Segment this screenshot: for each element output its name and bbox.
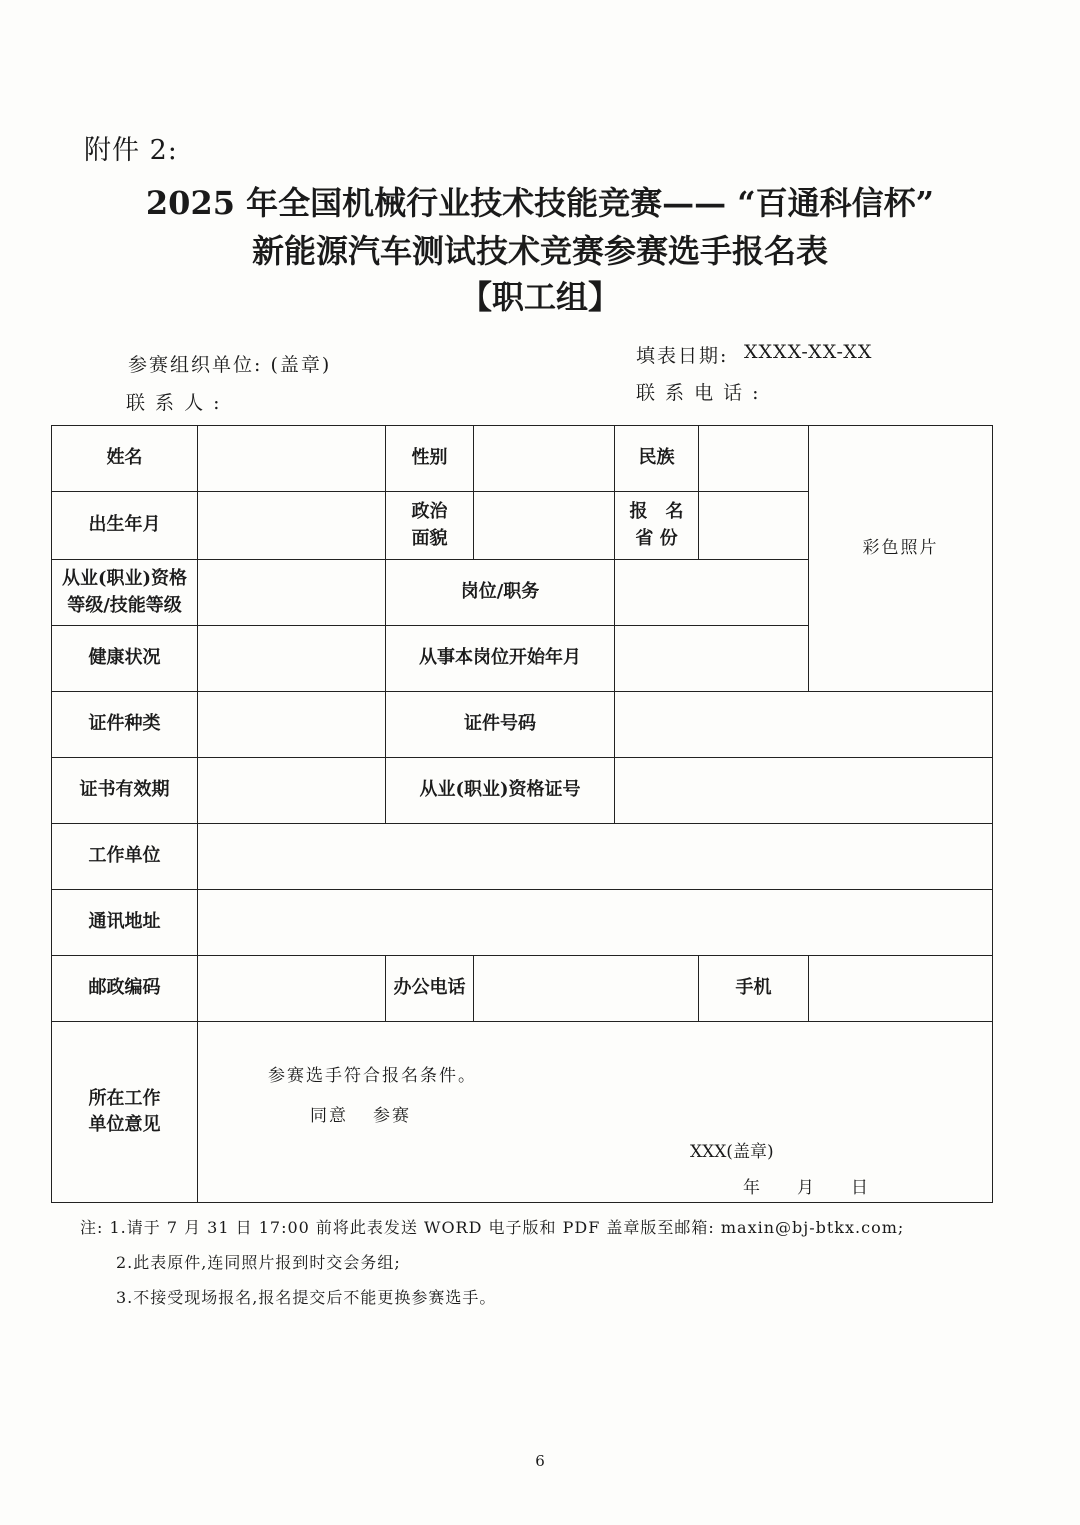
address-label: 通讯地址 [52, 890, 198, 956]
id-number-label: 证件号码 [386, 692, 615, 758]
opinion-line-1: 所在工作 [88, 1087, 161, 1109]
postcode-label: 邮政编码 [52, 956, 198, 1022]
province-line-2: 省 份 [635, 527, 678, 549]
ethnicity-field[interactable] [699, 426, 809, 492]
qualification-field[interactable] [198, 560, 386, 626]
province-line-1: 报 名 [629, 501, 684, 523]
opinion-label [52, 1022, 198, 1203]
office-phone-field[interactable] [474, 956, 699, 1022]
qualification-line-1: 从业(职业)资格 [61, 568, 188, 590]
org-label: 参赛组织单位: (盖章) [128, 354, 332, 376]
address-field[interactable] [198, 890, 993, 956]
opinion-statement: 参赛选手符合报名条件。 [268, 1066, 477, 1086]
political-label [386, 492, 474, 560]
qualification-line-2: 等级/技能等级 [67, 594, 182, 616]
postcode-field[interactable] [198, 956, 386, 1022]
name-field[interactable] [198, 426, 386, 492]
opinion-seal: XXX(盖章) [690, 1142, 774, 1162]
start-year-label: 从事本岗位开始年月 [386, 626, 615, 692]
qualification-label [52, 560, 198, 626]
note-3: 3.不接受现场报名,报名提交后不能更换参赛选手。 [116, 1288, 497, 1307]
photo-label: 彩色照片 [862, 538, 939, 559]
gender-field[interactable] [474, 426, 615, 492]
attachment-label: 附件 2: [84, 135, 178, 166]
position-field[interactable] [615, 560, 809, 626]
cert-validity-field[interactable] [198, 758, 386, 824]
opinion-agree: 同意 [310, 1106, 348, 1126]
province-field[interactable] [699, 492, 809, 560]
contact-label: 联 系 人 : [126, 392, 222, 414]
birth-field[interactable] [198, 492, 386, 560]
political-line-2: 面貌 [411, 527, 448, 549]
start-year-field[interactable] [615, 626, 809, 692]
opinion-participate: 参赛 [373, 1106, 411, 1126]
political-line-1: 政治 [411, 501, 448, 523]
gender-label: 性别 [386, 426, 474, 492]
opinion-date: 年 月 日 [743, 1178, 869, 1198]
office-phone-label: 办公电话 [386, 956, 474, 1022]
cert-number-label: 从业(职业)资格证号 [386, 758, 615, 824]
province-label [615, 492, 699, 560]
phone-label: 联 系 电 话 : [636, 382, 761, 404]
note-1: 注: 1.请于 7 月 31 日 17:00 前将此表发送 WORD 电子版和 PDF 盖章版至邮箱: maxin@bj-btkx.com; [80, 1218, 905, 1237]
note-2: 2.此表原件,连同照片报到时交会务组; [116, 1253, 401, 1272]
opinion-field[interactable] [198, 1022, 993, 1203]
name-label: 姓名 [52, 426, 198, 492]
id-type-label: 证件种类 [52, 692, 198, 758]
cert-validity-label: 证书有效期 [52, 758, 198, 824]
date-label: 填表日期: [636, 345, 729, 367]
mobile-label: 手机 [699, 956, 809, 1022]
health-label: 健康状况 [52, 626, 198, 692]
id-type-field[interactable] [198, 692, 386, 758]
position-label: 岗位/职务 [386, 560, 615, 626]
mobile-field[interactable] [809, 956, 993, 1022]
id-number-field[interactable] [615, 692, 993, 758]
title-line-3: 【职工组】 [459, 278, 620, 316]
birth-label: 出生年月 [52, 492, 198, 560]
health-field[interactable] [198, 626, 386, 692]
opinion-line-2: 单位意见 [88, 1114, 161, 1135]
date-value: XXXX-XX-XX [744, 341, 873, 363]
political-field[interactable] [474, 492, 615, 560]
title-line-1: 2025 年全国机械行业技术技能竞赛—— “百通科信杯” [145, 184, 935, 222]
ethnicity-label: 民族 [615, 426, 699, 492]
page-number: 6 [535, 1452, 545, 1470]
photo-cell[interactable] [809, 426, 993, 692]
cert-number-field[interactable] [615, 758, 993, 824]
registration-form-table [51, 425, 993, 1203]
title-line-2: 新能源汽车测试技术竞赛参赛选手报名表 [251, 232, 828, 270]
workplace-field[interactable] [198, 824, 993, 890]
workplace-label: 工作单位 [52, 824, 198, 890]
